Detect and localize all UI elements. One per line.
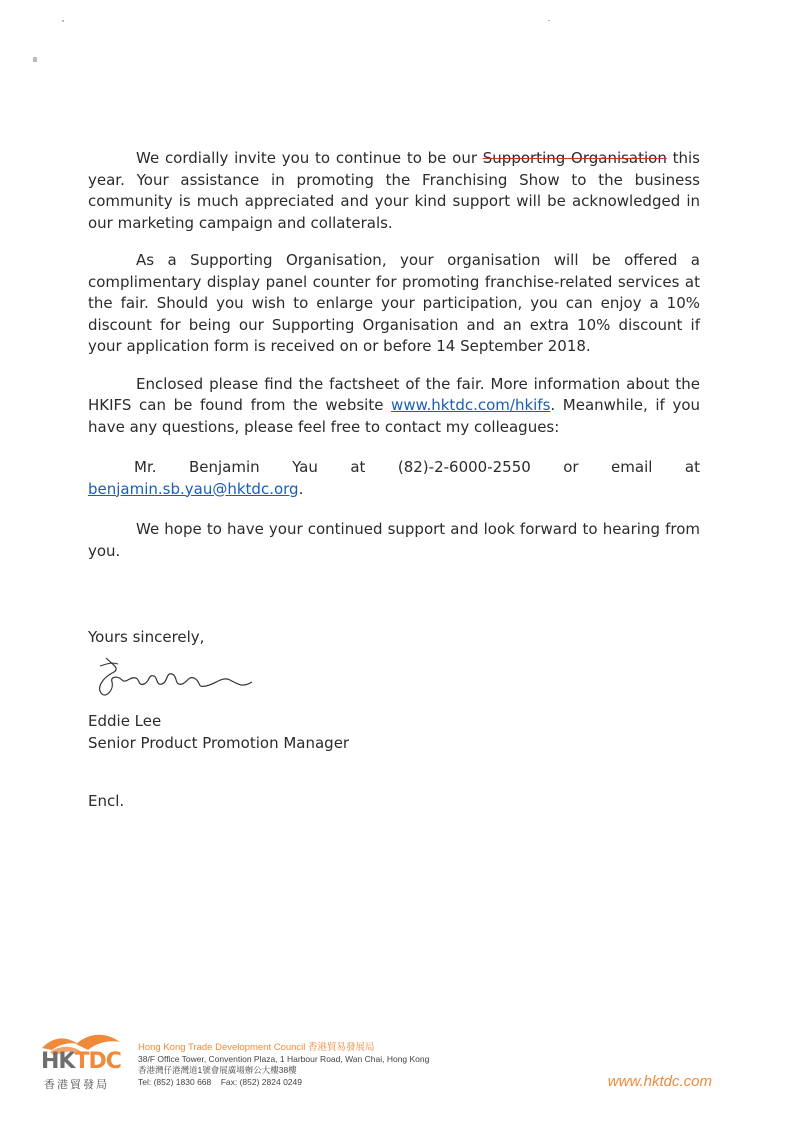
- supporting-organisation-text: Supporting Organisation: [482, 149, 667, 167]
- contact-phone: (82)-2-6000-2550: [397, 458, 531, 476]
- contact-word: at: [684, 458, 700, 476]
- footer-address-block: [138, 1042, 429, 1088]
- footer-website[interactable]: www.hktdc.com: [607, 1073, 712, 1090]
- paragraph-invitation: We cordially invite you to continue to be our Supporting Organisation this year. Your assistance in promoting the Franchising Show to the business community is much appreciated and your kind support will be acknowledged in our marketing campaign and collaterals.: [88, 149, 700, 232]
- website-link[interactable]: www.hktdc.com/hkifs: [391, 396, 551, 414]
- contact-word: Mr.: [134, 458, 157, 476]
- enclosure-note: Encl.: [88, 792, 125, 810]
- phone-fax-line: [138, 1077, 429, 1089]
- letter-body: [88, 148, 700, 562]
- signature-image: [92, 654, 262, 700]
- council-name: Hong Kong Trade Development Council 香港貿易發展局: [138, 1042, 375, 1053]
- signatory-name: Eddie Lee: [88, 712, 162, 730]
- contact-word: or: [563, 458, 579, 476]
- paragraph-offer: As a Supporting Organisation, your organisation will be offered a complimentary display panel counter for promoting franchise-related services at the fair. Should you wish to enlarge your participation, you can enjoy a 10% discount for being our Supporting Organisation and an extra 10% discount if your application form is received on or before 14 September 2018.: [88, 251, 700, 355]
- contact-word: at: [350, 458, 366, 476]
- fax: Fax: (852) 2824 0249: [220, 1076, 302, 1087]
- contact-word: Benjamin: [188, 458, 260, 476]
- contact-email-line: benjamin.sb.yau@hktdc.org.: [88, 479, 304, 498]
- telephone: Tel: (852) 1830 668: [138, 1076, 212, 1087]
- logo-wordmark: HKTDC: [41, 1049, 121, 1074]
- contact-word: Yau: [292, 458, 318, 476]
- contact-row: [88, 457, 700, 479]
- contact-line: [88, 457, 700, 500]
- closing-salutation: Yours sincerely,: [88, 628, 205, 646]
- signatory-block: [88, 710, 349, 754]
- email-link[interactable]: benjamin.sb.yau@hktdc.org: [88, 479, 299, 498]
- logo-chinese-name: 香港貿發局: [44, 1078, 109, 1091]
- address-english: 38/F Office Tower, Convention Plaza, 1 Harbour Road, Wan Chai, Hong Kong: [138, 1053, 430, 1064]
- paragraph-closing-remark: We hope to have your continued support and look forward to hearing from you.: [88, 520, 700, 560]
- paragraph-factsheet: Enclosed please find the factsheet of the fair. More information about the HKIFS can be found from the website www.hktdc.com/hkifs. Meanwhile, if you have any questions, please feel free to contact my colleagues:: [88, 374, 700, 436]
- signatory-title: Senior Product Promotion Manager: [88, 734, 350, 752]
- address-chinese: 香港灣仔港灣道1號會展廣場辦公大樓38樓: [138, 1065, 297, 1075]
- contact-word: email: [611, 458, 653, 476]
